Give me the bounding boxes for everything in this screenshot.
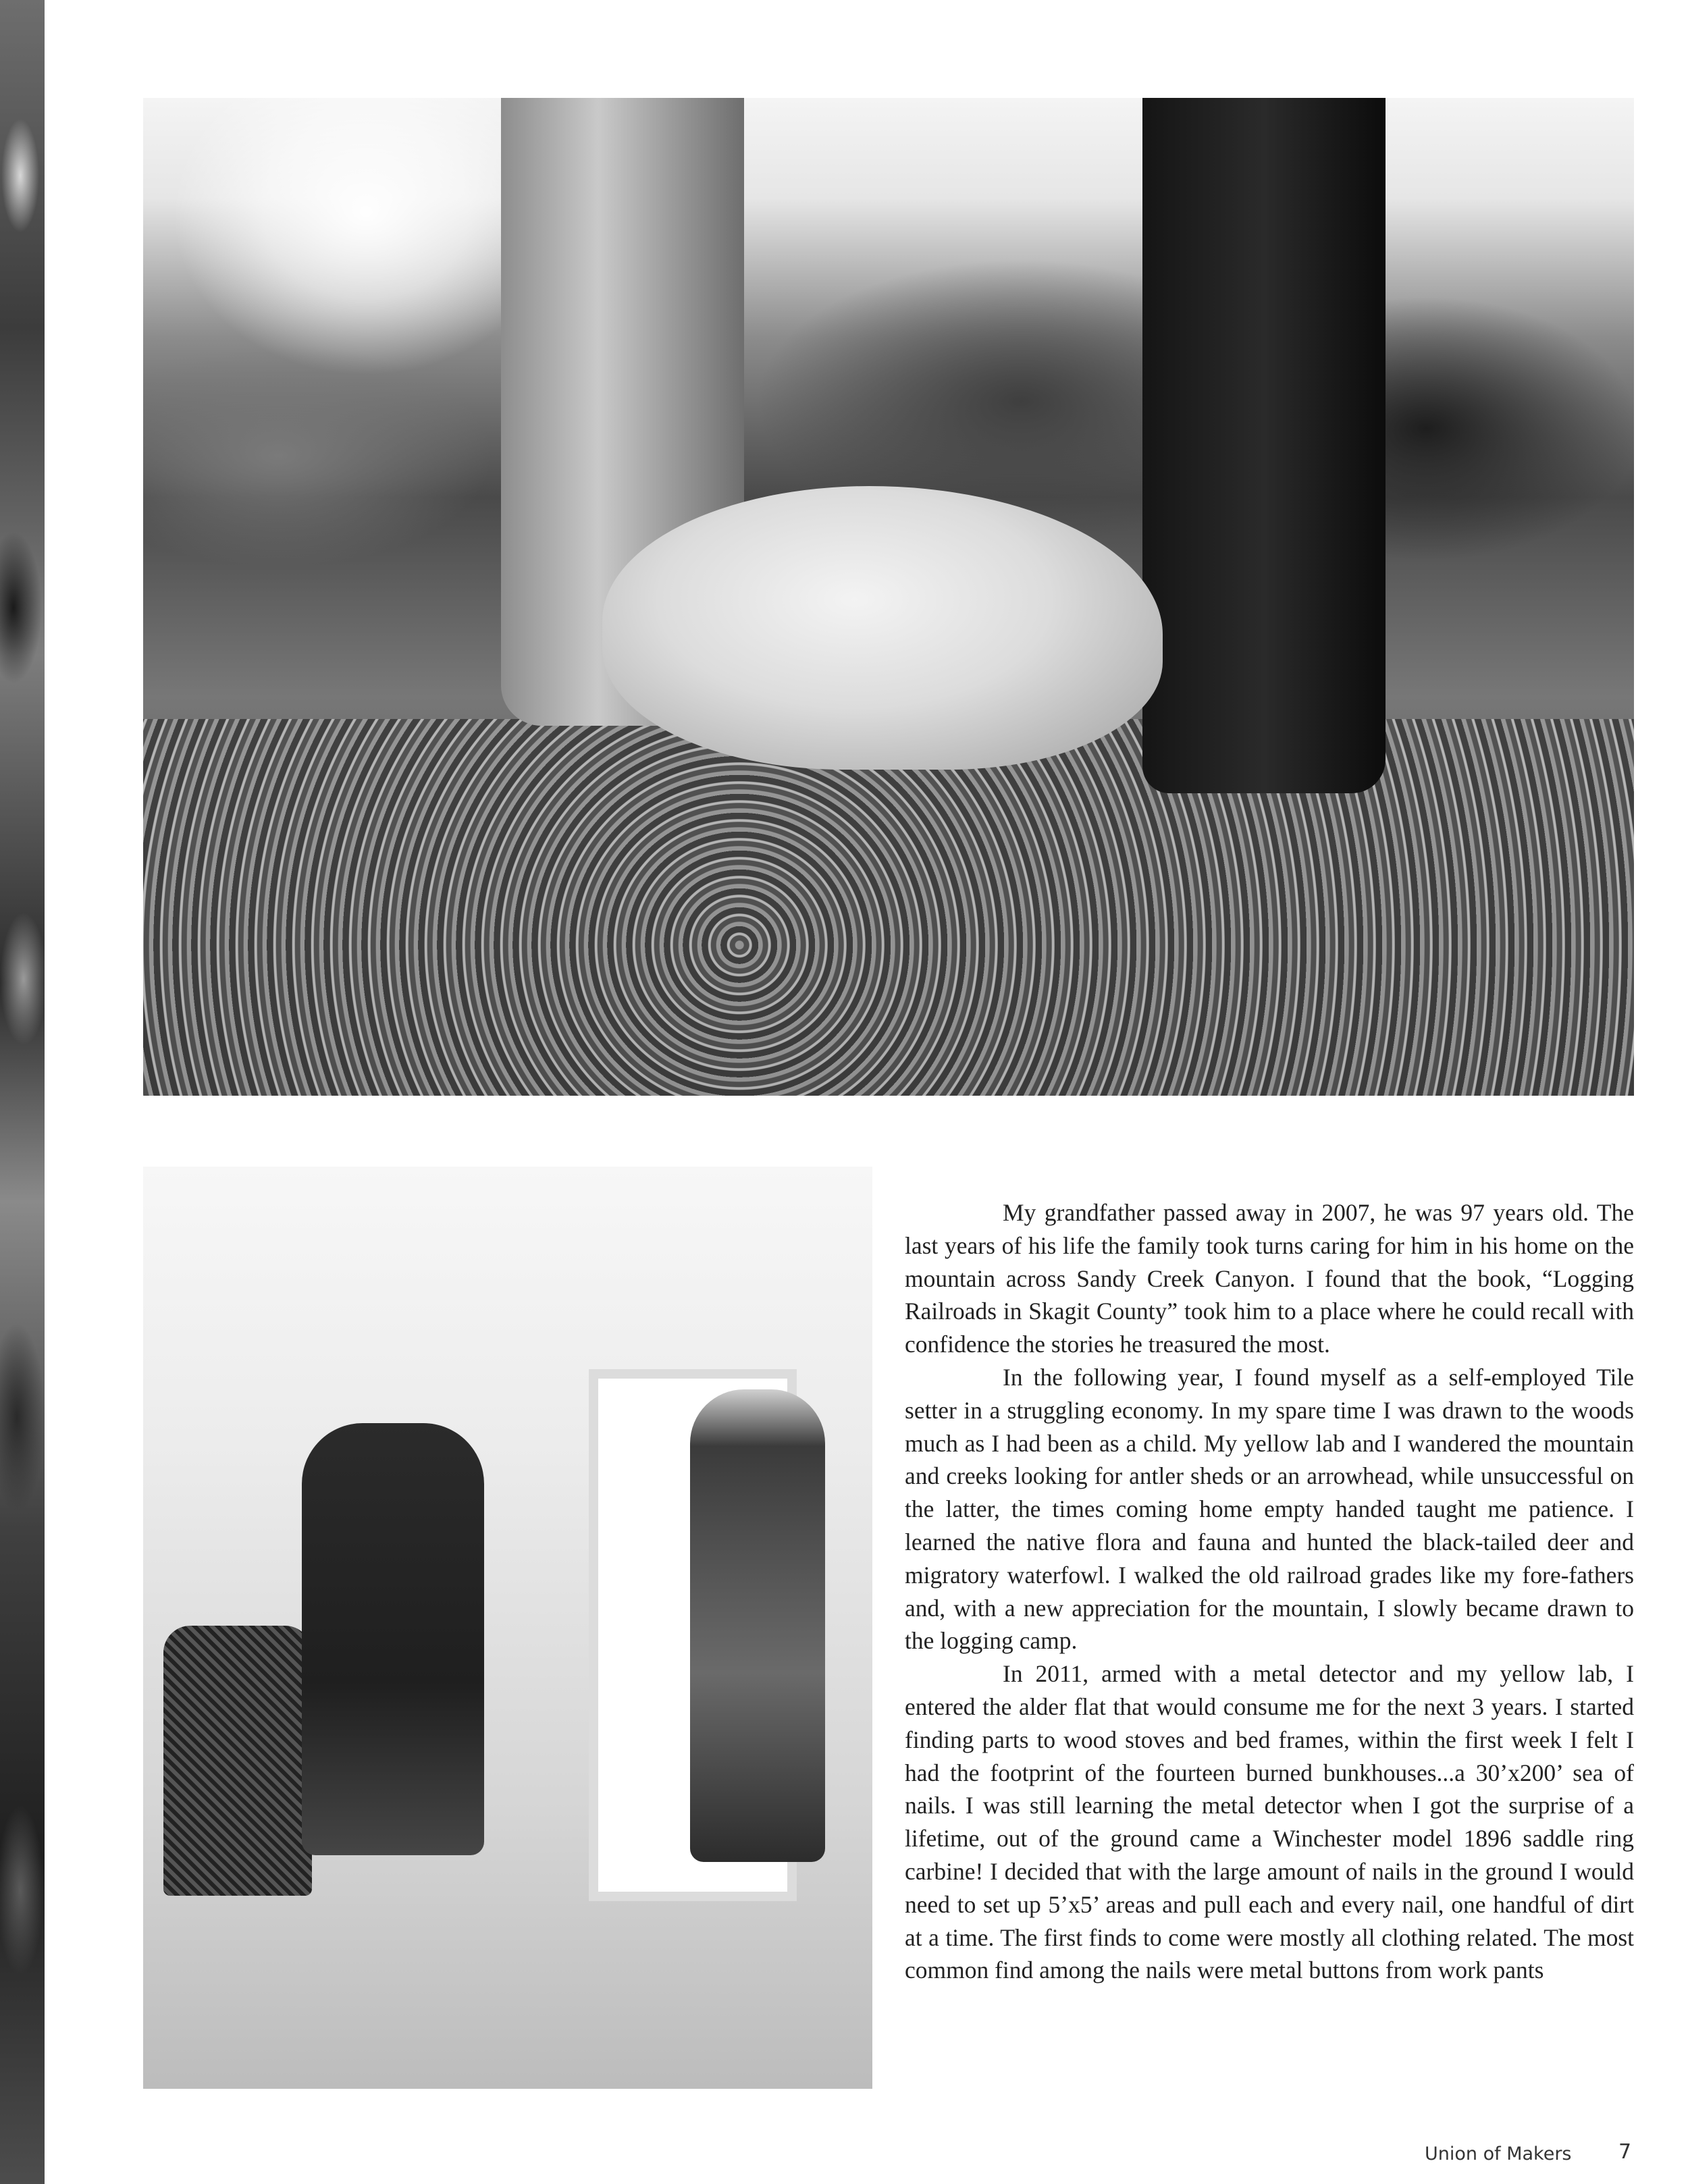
photo-gravel-ground [143,719,1634,1096]
photo-person-right-legs [1142,98,1386,793]
photo-chair [163,1626,312,1896]
photo-man-in-hoodie [302,1423,484,1855]
adjacent-page-photo-edge [0,0,45,2184]
photo-dog-lying-on-gravel [143,98,1634,1096]
photo-man-holding-frame [690,1389,825,1862]
article-paragraph: In 2011, armed with a metal detector and my yellow lab, I entered the alder flat that would consume me for the next 3 years. I started finding parts to wood stoves and bed frames, within the first week I felt I had the footprint of the fourteen burned bunkhouses...a 30’x200’ sea of nails. I was still learning the metal detector when I got the surprise of a lifetime, out of the ground came a Winchester model 1896 saddle ring carbine! I decided that with the large amount of nails in the ground I would need to set up 5’x5’ areas and pull each and every nail, one handful of dirt at a time. The first finds to come were mostly all clothing related. The most common find among the nails were metal buttons from work pants [905,1660,1634,1984]
article-body [905,1196,1634,1987]
photo-two-men-holding-frames [143,1167,872,2089]
footer-publication-name: Union of Makers [1425,2143,1572,2164]
article-paragraph: In the following year, I found myself as a self-employed Tile setter in a struggling economy. In my spare time I was drawn to the woods much as I had been as a child. My yellow lab and I wandered the mountain and creeks looking for antler sheds or an arrowhead, while unsuccessful on the latter, the times coming home empty handed taught me patience. I learned the native flora and fauna and hunted the black-tailed deer and migratory waterfowl. I walked the old railroad grades like my fore-fathers and, with a new appreciation for the mountain, I slowly became drawn to the logging camp. [905,1363,1634,1655]
footer-page-number: 7 [1618,2140,1632,2164]
article-paragraph: My grandfather passed away in 2007, he was 97 years old. The last years of his life the family took turns caring for him in his home on the mountain across Sandy Creek Canyon. I found that the book, “Logging Railroads in Skagit County” took him to a place where he could recall with confidence the stories he treasured the most. [905,1199,1634,1358]
